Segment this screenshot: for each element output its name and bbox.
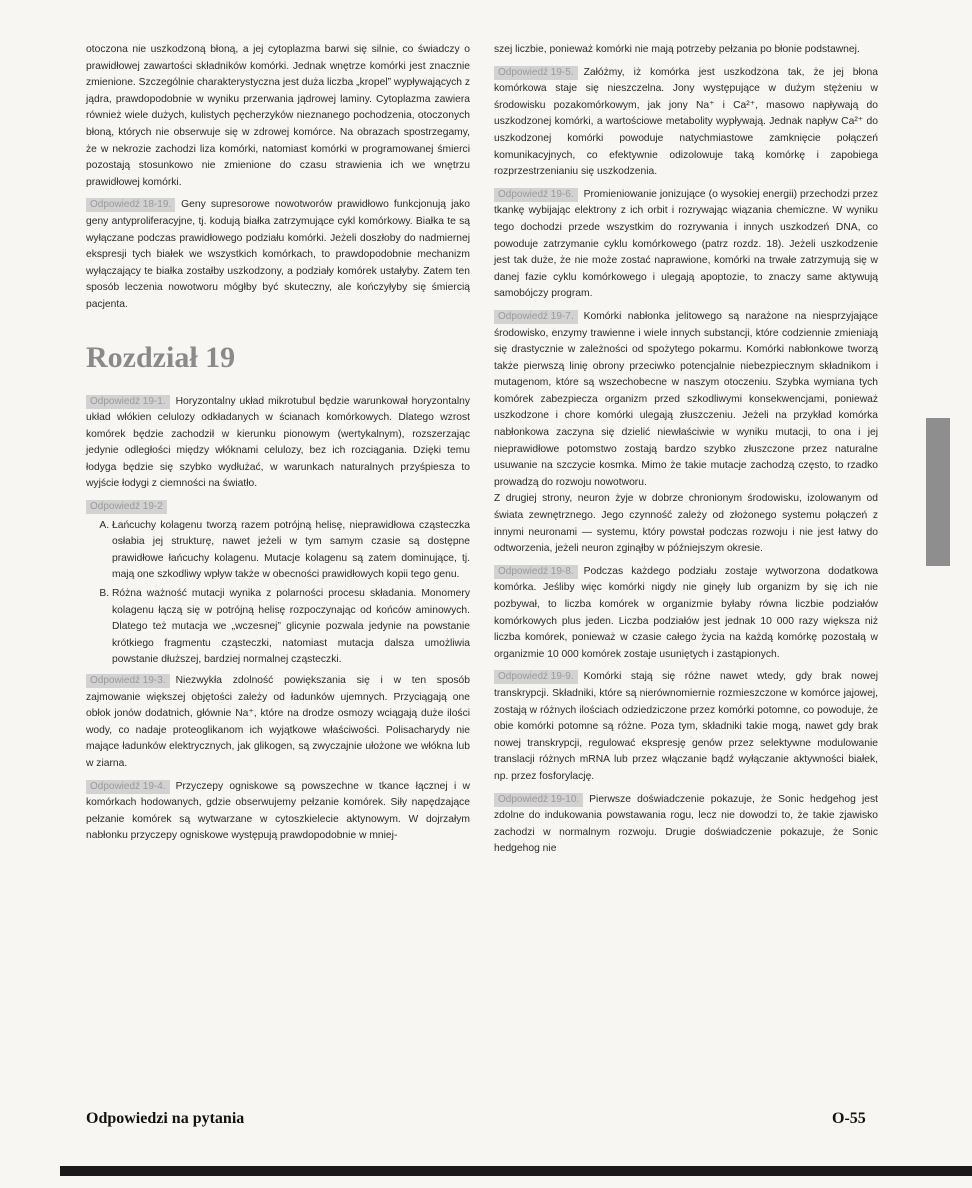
answer-tag: Odpowiedź 19-2 [86,500,167,514]
answer-19-1 [86,394,470,494]
answer-tag: Odpowiedź 19-3. [86,674,170,688]
answer-tag: Odpowiedź 19-9. [494,670,578,684]
answer-19-7-continued: Z drugiej strony, neuron żyje w dobrze chronionym środowisku, izolowanym od świata zewnętrznego. Jego czynność zależy od złożonego systemu połączeń z innymi neuronami — systemu, który powstał podczas rozwoju i nie jest łatwy do odtworzenia, jeżeli neuron zginąłby w późniejszym okresie. [494,493,878,555]
answer-19-5 [494,65,878,181]
answer-19-4 [86,779,470,845]
answer-text: Geny supresorowe nowotworów prawidłowo funkcjonują jako geny antyproliferacyjne, tj. kodują białka zatrzymujące cykl komórkowy. Białka te są wyłączane podczas prawidłowego podziału komórki. Jeżeli doszłoby do nadmiernej ekspresji tych białek we wszystkich komórkach, to prawdopodobnie mechanizm wyłączający te białka zostałby uszkodzony, a podziały komórek ustałyby. Zatem ten sposób leczenia nowotworu mógłby być skuteczny, ale kończyłyby się śmiercią pacjenta. [86,199,470,310]
answer-19-2-list [86,518,470,669]
intro-paragraph-left: otoczona nie uszkodzoną błoną, a jej cytoplazma barwi się silnie, co świadczy o prawidłowej zawartości składników komórki. Jednak wnętrze komórki jest znacznie zmienione. Szczególnie charakterystyczna jest duża liczba „kropel” wypływających z jądra, prawdopodobnie w wyniku przerwania jądrowej laminy. Cytoplazma zawiera również wiele dużych, kulistych pęcherzyków nieznanego pochodzenia, otoczonych błoną, których nie obserwuje się w zdrowej komórce. Na obrazach spostrzegamy, że w nekrozie zachodzi liza komórki, natomiast komórki w programowanej śmierci pozostają stosunkowo nie zmienione do czasu strawienia ich we wnętrzu prawidłowej komórki. [86,44,471,188]
answer-tag: Odpowiedź 19-7. [494,310,578,324]
answer-text: Promieniowanie jonizujące (o wysokiej energii) przechodzi przez tkankę wybijając elektrony z ich orbit i rozrywając wiązania chemiczne. W wyniku tego dochodzi przede wszystkim do rozrywania i innych uszkodzeń DNA, co powoduje zatrzymanie cyklu komórkowego (patrz rozdz. 18). Jeżeli uszkodzenie jest tak duże, że nie może zostać naprawione, komórki na trwałe zatrzymują się w danej fazie cyklu komórkowego i ulegają apoptozie, to znaczy same aktywują samobójczy program. [494,188,878,300]
answer-19-7 [494,309,878,492]
answer-18-19 [86,197,470,313]
answer-text: Pierwsze doświadczenie pokazuje, że Sonic hedgehog jest zdolne do indukowania powstawania rogu, lecz nie dowodzi to, że takie zjawisko zachodzi w normalnym rozwoju. Drugie doświadczenie pokazuje, że Sonic hedgehog nie [494,793,878,855]
intro-paragraph-right: szej liczbie, ponieważ komórki nie mają potrzeby pełzania po błonie podstawnej. [494,44,860,55]
answer-text: Horyzontalny układ mikrotubul będzie warunkował horyzontalny układ włókien celulozy odkładanych w ścianach komórkowych. Dlatego wzrost komórek będzie zachodził w kierunku pionowym (wertykalnym), rozszerzając jedynie odległości między włóknami celulozy, bez ich rozciągania. Dzięki temu łodyga będzie się szybko wydłużać, w warunkach naturalnych przyśpiesza to wyjście łodygi z ciemności na światło. [86,395,470,490]
answer-text: Komórki stają się różne nawet wtedy, gdy brak nowej transkrypcji. Składniki, które są nierównomiernie rozmieszczone w komórce jajowej, zostają w różnych ilościach odziedziczone przez komórki potomne, co powoduje, że obie komórki potomne są różne. Poza tym, składniki takie mogą, nawet gdy brak nowej transkrypcji, regulować ekspresję genów przez selektywne modulowanie translacji różnych mRNA lub przez włączanie bądź wyłączanie aktywności białek, np. przez fosforylację. [494,671,878,782]
page-number: O-55 [832,1110,866,1127]
answer-19-10 [494,792,878,858]
list-item: A. Łańcuchy kolagenu tworzą razem potrójną helisę, nieprawidłowa cząsteczka osłabia jej strukturę, nawet jeżeli w tym samym czasie są dostępne prawidłowe łańcuchy kolagenu. Mutacje kolagenu są zatem dominujące, tj. mają one szkodliwy wpływ także w obecności prawidłowych kopii tego genu. [112,518,470,584]
right-column [494,42,878,864]
answer-tag: Odpowiedź 19-5. [494,66,578,80]
answer-text: Przyczepy ogniskowe są powszechne w tkance łącznej i w komórkach hodowanych, gdzie obserwujemy pełzanie komórek. Siły napędzające pełzanie komórek są wytwarzane w cytoszkielecie aktynowym. W dojrzałym nabłonku przyczepy ogniskowe występują prawdopodobnie w mniej- [86,780,470,842]
answer-tag: Odpowiedź 19-8. [494,565,578,579]
answer-text: Niezwykła zdolność powiększania się i w ten sposób zajmowanie większej objętości zależy od ładunków ujemnych. Przyciągają one obłok jonów dodatnich, głównie Na⁺, które na drodze osmozy wciągają duże ilości wody, co nadaje proteoglikanom ich wyjątkowe właściwości. Polisacharydy nie mające ładunków elektrycznych, jak glikogen, są zwyczajnie ułożone we włókna lub w ziarna. [86,675,470,769]
answer-19-3 [86,673,470,773]
answer-text: Komórki nabłonka jelitowego są narażone na niesprzyjające środowisko, enzymy trawienne i wiele innych substancji, które codziennie zmieniają się drastycznie w zależności od spożytego pokarmu. Komórki nabłonkowe tworzą także pierwszą linię obrony przeciwko potencjalnie niebezpiecznym składnikom i mutagenom, które są wszechobecne w naszym otoczeniu. Szybka wymiana tych komórek zabezpiecza organizm przed szkodliwymi konsekwencjami, ponieważ uszkodzone i chore komórki ulegają złuszczeniu. Jeżeli na przykład komórka nabłonkowa zaczyna się dzielić niewłaściwie w wyniku mutacji, to ona i jej nieprawidłowe potomstwo zostają bardzo szybko złuszczone przez naturalne usuwanie na szczycie kosmka. Mimo że takie mutacje zachodzą często, to rzadko prowadzą do rozwoju nowotworu. [494,310,878,488]
scan-bottom-edge [60,1166,972,1176]
answer-tag: Odpowiedź 18-19. [86,198,175,212]
left-column [86,42,470,851]
answer-text: Podczas każdego podziału zostaje wytworzona dodatkowa komórka. Jeśliby więc komórki nigdy nie ginęły lub organizm by się ich nie pozbywał, to liczba komórek w organizmie byłaby równa liczbie podziałów komórkowych plus jeden. Liczba podziałów jest jednak 10 000 razy większa niż liczba komórek, ponieważ w czasie całego życia na każdą komórkę pozostałą w organizmie 10 000 komórek zostaje usuniętych i zastąpionych. [494,565,878,660]
answer-19-8 [494,564,878,664]
answer-19-6 [494,187,878,303]
answer-tag: Odpowiedź 19-10. [494,793,583,807]
chapter-title: Rozdział 19 [86,340,236,374]
footer-section-title: Odpowiedzi na pytania [86,1110,245,1127]
answer-19-9 [494,669,878,785]
chapter-edge-tab [926,418,950,566]
answer-text: Załóżmy, iż komórka jest uszkodzona tak, że jej błona komórkowa staje się nieszczelna. Jony występujące w dużym stężeniu w środowisku pozakomórkowym, jak jony Na⁺ i Ca²⁺, masowo napływają do uszkodzonej komórki, a wartościowe metabolity wypływają. Jednak napływ Ca²⁺ do uszkodzonej komórki powoduje natychmiastowe zamknięcie połączeń komunikacyjnych, co efektywnie odizolowuje taką komórkę i zapobiega rozprzestrzenianiu się uszkodzenia. [494,66,878,178]
answer-tag: Odpowiedź 19-6. [494,188,578,202]
answer-tag: Odpowiedź 19-4. [86,780,170,794]
list-item: B. Różna ważność mutacji wynika z polarności procesu składania. Monomery kolagenu łączą się w potrójną helisę rozpoczynając od końców aminowych. Dlatego też mutacja we „wczesnej” glicynie pozwala jedynie na powstanie krótkiego fragmentu cząsteczki, natomiast mutacja dalsza umożliwia powstanie dłuższej, bardziej normalnej cząsteczki. [112,586,470,669]
answer-19-2 [86,499,470,516]
answer-tag: Odpowiedź 19-1. [86,395,170,409]
